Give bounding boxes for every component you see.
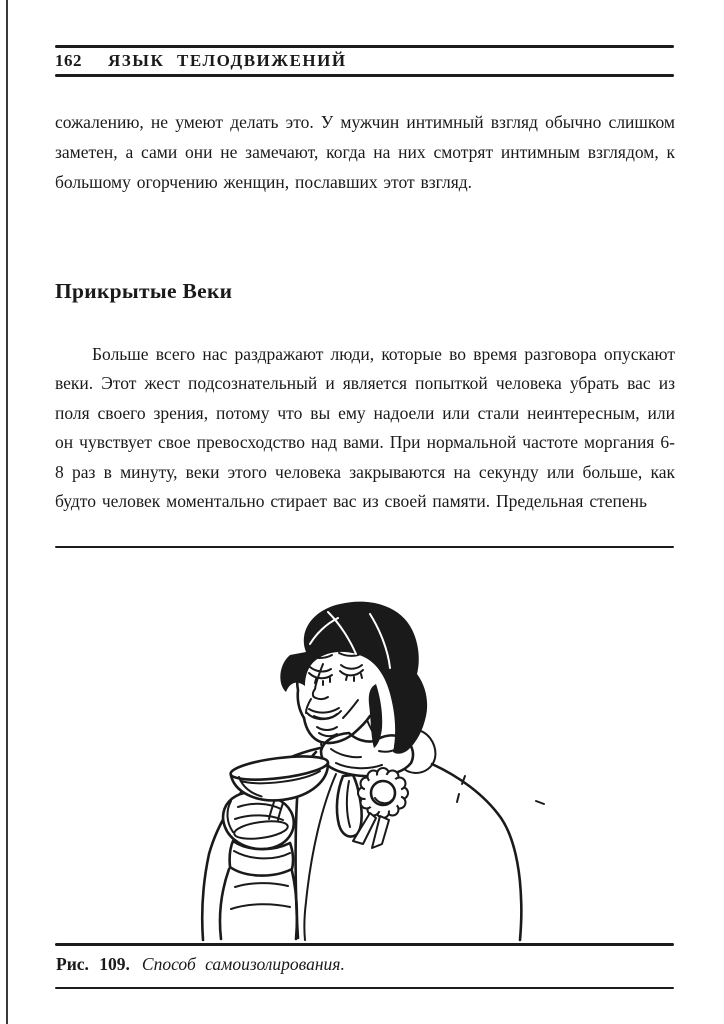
sleeve bbox=[220, 869, 297, 939]
figure-label: Рис. 109. bbox=[56, 954, 130, 974]
figure-separator-rule bbox=[55, 546, 674, 548]
header-rule-bottom bbox=[55, 74, 674, 77]
figure-caption bbox=[56, 954, 674, 975]
caption-rule-top bbox=[55, 943, 674, 946]
figure-illustration bbox=[200, 592, 570, 942]
caption-rule-bottom bbox=[55, 987, 674, 989]
running-header bbox=[55, 51, 674, 71]
page-edge-scan-line bbox=[6, 0, 8, 1024]
page-number: 162 bbox=[55, 51, 82, 70]
header-rule-top bbox=[55, 45, 674, 48]
paragraph-top: сожалению, не умеют делать это. У мужчин интимный взгляд обычно слишком заметен, а сами они не замечают, когда на них смотрят интимным взглядом, к большому огорчению женщин, пославших этот взгляд. bbox=[55, 112, 675, 192]
paragraph-section: Больше всего нас раздражают люди, которые во время разговора опускают веки. Этот жест подсознательный и является попыткой человека убрать вас из поля своего зрения, потому что вы ему надоели или стали неинтересным, или он чувствует свое превосходство над вами. При нормальной частоте моргания 6-8 раз в минуту, веки этого человека закрываются на секунду или больше, как будто человек моментально стирает вас из своей памяти. Предельная степень bbox=[55, 344, 675, 512]
figure-caption-text: Способ самоизолирования. bbox=[141, 954, 345, 974]
section-heading: Прикрытые Веки bbox=[55, 279, 233, 303]
man-raising-glass-drawing bbox=[200, 592, 570, 942]
running-title: ЯЗЫК ТЕЛОДВИЖЕНИЙ bbox=[108, 51, 347, 70]
